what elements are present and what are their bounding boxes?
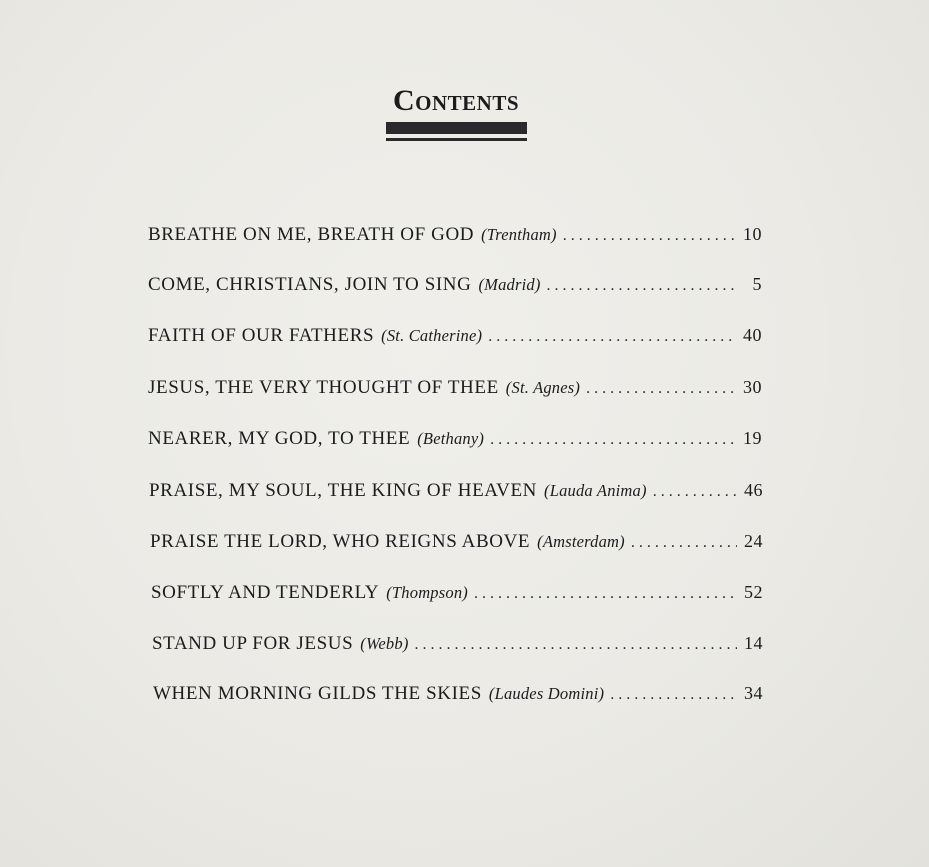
tune-name: (Bethany) — [417, 429, 485, 448]
dot-leader — [474, 581, 737, 607]
contents-title: Contents — [392, 84, 520, 117]
toc-entry[interactable] — [148, 425, 762, 453]
page-number: 46 — [744, 480, 763, 500]
tune-name: (Trentham) — [481, 225, 557, 244]
page-number: 14 — [744, 633, 763, 653]
page-number: 5 — [752, 274, 762, 294]
toc-entry[interactable] — [148, 322, 762, 350]
tune-name: (Lauda Anima) — [544, 481, 647, 500]
page-number: 10 — [743, 224, 762, 244]
toc-entry[interactable] — [148, 221, 762, 249]
hymn-title: NEARER, MY GOD, TO THEE — [148, 428, 411, 449]
hymn-title: PRAISE, MY SOUL, THE KING OF HEAVEN — [149, 480, 538, 501]
tune-name: (Laudes Domini) — [488, 684, 605, 703]
hymn-title: COME, CHRISTIANS, JOIN TO SING — [148, 274, 472, 295]
page-number: 30 — [743, 377, 762, 397]
toc-entry[interactable] — [153, 680, 763, 708]
toc-entry[interactable] — [149, 477, 763, 505]
dot-leader — [547, 273, 736, 299]
page-number: 40 — [743, 325, 762, 345]
toc-entry[interactable] — [151, 579, 763, 607]
tune-name: (Webb) — [360, 634, 409, 653]
dot-leader — [586, 376, 736, 402]
hymn-title: JESUS, THE VERY THOUGHT OF THEE — [148, 377, 499, 398]
dot-leader — [490, 427, 736, 453]
hymn-title: PRAISE THE LORD, WHO REIGNS ABOVE — [150, 531, 531, 552]
toc-entry[interactable] — [150, 528, 763, 556]
tune-name: (St. Agnes) — [505, 378, 581, 397]
page-number: 24 — [744, 531, 763, 551]
page-number: 34 — [744, 683, 763, 703]
tune-name: (Amsterdam) — [537, 532, 625, 551]
hymn-title: BREATHE ON ME, BREATH OF GOD — [148, 224, 475, 245]
tune-name: (Madrid) — [478, 275, 541, 294]
toc-entry[interactable] — [152, 630, 763, 658]
dot-leader — [415, 632, 737, 658]
hymn-title: WHEN MORNING GILDS THE SKIES — [153, 683, 482, 704]
dot-leader — [631, 530, 737, 556]
hymn-title: STAND UP FOR JESUS — [152, 633, 354, 654]
dot-leader — [653, 479, 737, 505]
page-number: 19 — [743, 428, 762, 448]
dot-leader — [488, 324, 736, 350]
toc-entry[interactable] — [148, 271, 762, 299]
hymn-title: SOFTLY AND TENDERLY — [151, 582, 380, 603]
toc-entry[interactable] — [148, 374, 762, 402]
tune-name: (St. Catherine) — [381, 326, 483, 345]
dot-leader — [610, 682, 737, 708]
hymn-title: FAITH OF OUR FATHERS — [148, 325, 375, 346]
dot-leader — [563, 223, 736, 249]
page-number: 52 — [744, 582, 763, 602]
tune-name: (Thompson) — [386, 583, 468, 602]
